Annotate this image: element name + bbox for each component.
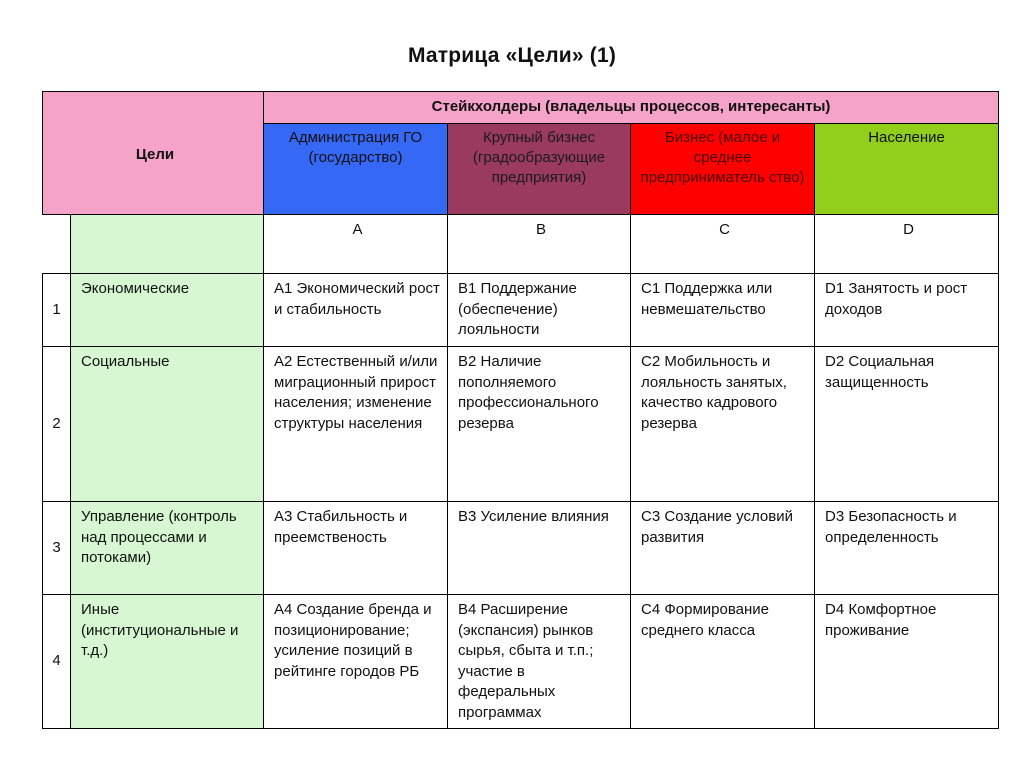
- row-number: 4: [43, 595, 71, 729]
- letter-row: [43, 215, 999, 274]
- column-header-large-business: Крупный бизнес (градообразующие предприятия): [448, 124, 631, 215]
- matrix-cell-b3: В3 Усиление влияния: [448, 502, 631, 595]
- goals-matrix-table: [42, 91, 999, 729]
- matrix-cell-c4: С4 Формирование среднего класса: [631, 595, 815, 729]
- row-number: 2: [43, 347, 71, 502]
- column-letter-b: B: [448, 215, 631, 274]
- matrix-cell-d3: D3 Безопасность и определенность: [815, 502, 999, 595]
- goal-cell: Иные (институциональные и т.д.): [71, 595, 264, 729]
- goal-cell: Управление (контроль над процессами и потоками): [71, 502, 264, 595]
- matrix-cell-c2: С2 Мобильность и лояльность занятых, качество кадрового резерва: [631, 347, 815, 502]
- matrix-cell-b2: В2 Наличие пополняемого профессионального резерва: [448, 347, 631, 502]
- goal-cell: Экономические: [71, 274, 264, 347]
- matrix-cell-a4: А4 Создание бренда и позиционирование; усиление позиций в рейтинге городов РБ: [264, 595, 448, 729]
- matrix-cell-b1: В1 Поддержание (обеспечение) лояльности: [448, 274, 631, 347]
- page-title: Матрица «Цели» (1): [407, 44, 617, 67]
- empty-cell: [43, 215, 71, 274]
- row-number: 1: [43, 274, 71, 347]
- table-row: [43, 347, 999, 502]
- column-letter-c: C: [631, 215, 815, 274]
- matrix-cell-b4: В4 Расширение (экспансия) рынков сырья, сбыта и т.п.; участие в федеральных программах: [448, 595, 631, 729]
- column-header-small-business: Бизнес (малое и среднее предприниматель ство): [631, 124, 815, 215]
- matrix-cell-a3: А3 Стабильность и преемственость: [264, 502, 448, 595]
- matrix-cell-c3: С3 Создание условий развития: [631, 502, 815, 595]
- matrix-cell-d1: D1 Занятость и рост доходов: [815, 274, 999, 347]
- matrix-cell-d4: D4 Комфортное проживание: [815, 595, 999, 729]
- goal-cell-empty: [71, 215, 264, 274]
- matrix-cell-d2: D2 Социальная защищенность: [815, 347, 999, 502]
- table-row: [43, 595, 999, 729]
- column-letter-a: A: [264, 215, 448, 274]
- goals-header: Цели: [43, 92, 264, 215]
- matrix-cell-a1: А1 Экономический рост и стабильность: [264, 274, 448, 347]
- table-row: [43, 502, 999, 595]
- goal-cell: Социальные: [71, 347, 264, 502]
- table-row: [43, 274, 999, 347]
- row-number: 3: [43, 502, 71, 595]
- matrix-cell-a2: А2 Естественный и/или миграционный прирост населения; изменение структуры населения: [264, 347, 448, 502]
- column-header-population: Население: [815, 124, 999, 215]
- stakeholders-header: Стейкхолдеры (владельцы процессов, интересанты): [264, 92, 999, 124]
- column-header-administration: Администрация ГО (государство): [264, 124, 448, 215]
- column-letter-d: D: [815, 215, 999, 274]
- matrix-cell-c1: С1 Поддержка или невмешательство: [631, 274, 815, 347]
- header-row-stakeholders: [43, 92, 999, 124]
